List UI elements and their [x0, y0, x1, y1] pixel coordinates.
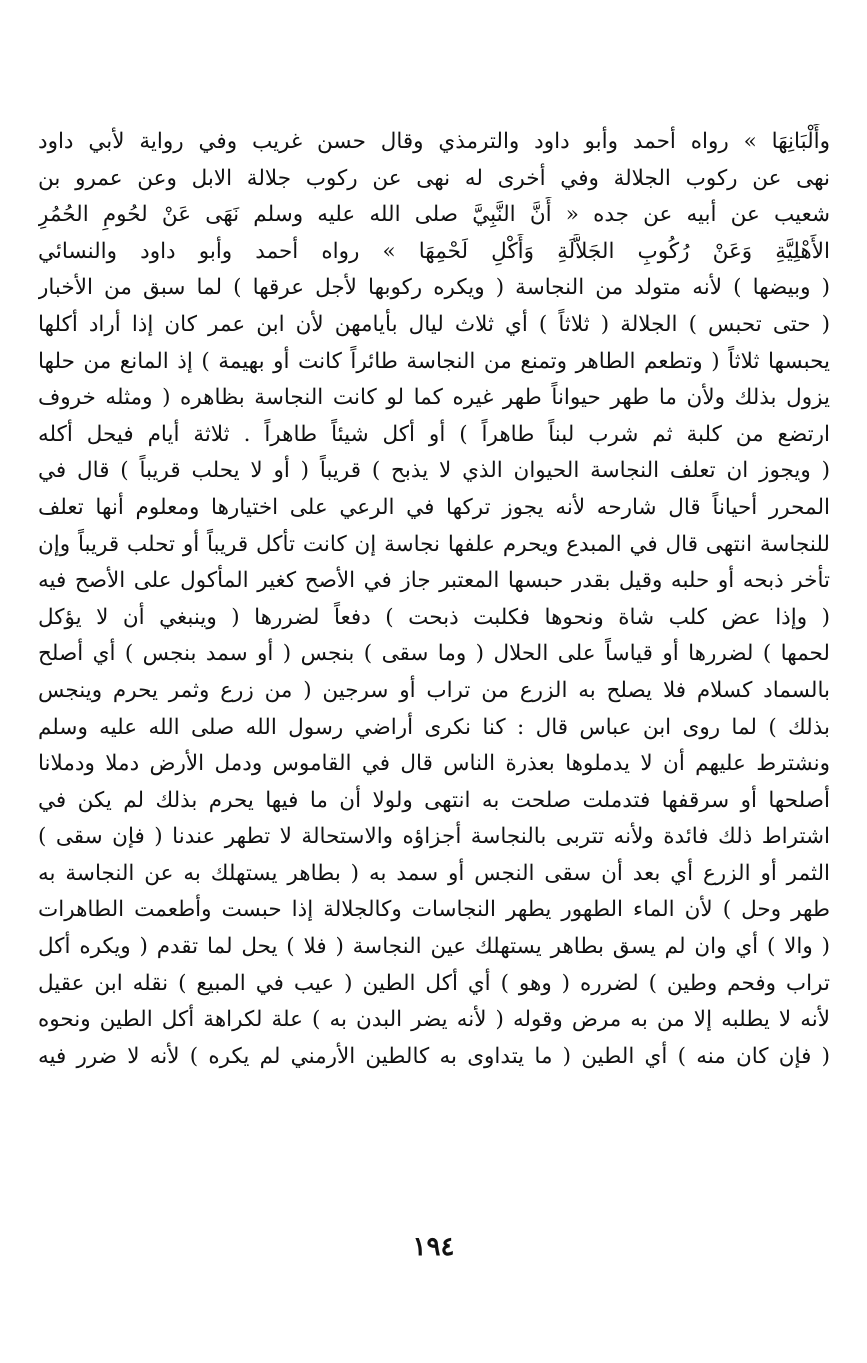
text-line: يزول بذلك ولأن ما طهر حيواناً طهر غيره كما لو كانت النجاسة بظاهره ( ومثله خروف — [38, 385, 830, 411]
text-line: لحمها ) لضررها أو قياساً على الحلال ( وما سقى ) بنجس ( أو سمد بنجس ) أي أصلح — [38, 641, 830, 667]
text-line: اشتراط ذلك فائدة ولأنه تتربى بالنجاسة أجزاؤه والاستحالة لا تطهر عندنا ( فإن سقى ) — [38, 824, 830, 850]
text-line: تأخر ذبحه أو حلبه وقيل بقدر حبسها المعتبر جاز في الأصح كغير المأكول على الأصح فيه — [38, 568, 830, 594]
text-line: ( ويجوز ان تعلف النجاسة الحيوان الذي لا يذبح ) قريباً ( أو لا يحلب قريباً ) قال في — [38, 458, 830, 484]
text-line: أصلحها أو سرقفها فتدملت صلحت به انتهى ولولا أن ما فيها يحرم بذلك لم يكن في — [38, 787, 830, 813]
text-line: ارتضع من كلبة ثم شرب لبناً طاهراً ) أو أكل شيئاً طاهراً . ثلاثة أيام فيحل أكله — [38, 421, 830, 447]
text-line: ( والا ) أي وان لم يسق بطاهر يستهلك عين النجاسة ( فلا ) يحل لما تقدم ( ويكره أكل — [38, 934, 830, 960]
text-line: للنجاسة انتهى قال في المبدع ويحرم علفها نجاسة إن كانت تأكل قريباً أو تحلب قريباً وإن — [38, 531, 830, 557]
text-line: نهى عن ركوب الجلالة وفي أخرى له نهى عن ركوب جلالة الابل وعن عمرو بن — [38, 165, 830, 191]
text-line: تراب وفحم وطين ) لضرره ( وهو ) أي أكل الطين ( عيب في المبيع ) نقله ابن عقيل — [38, 970, 830, 996]
text-line: بذلك ) لما روى ابن عباس قال : كنا نكرى أراضي رسول الله صلى الله عليه وسلم — [38, 714, 830, 740]
text-line: ( حتى تحبس ) الجلالة ( ثلاثاً ) أي ثلاث ليال بأيامهن لأن ابن عمر كان إذا أراد أكلها — [38, 311, 830, 337]
text-line: لأنه لا يطلبه إلا من به مرض وقوله ( لأنه يضر البدن به ) علة لكراهة أكل الطين ونحوه — [38, 1007, 830, 1033]
text-line: ( وبيضها ) لأنه متولد من النجاسة ( ويكره ركوبها لأجل عرقها ) لما سبق من الأخبار — [38, 275, 830, 301]
text-line: ( وإذا عض كلب شاة ونحوها فكلبت ذبحت ) دفعاً لضررها ( وينبغي أن لا يؤكل — [38, 604, 830, 630]
text-line: وأَلْبَانِهَا » رواه أحمد وأبو داود والترمذي وقال حسن غريب وفي رواية لأبي داود — [38, 129, 830, 154]
text-line: بالسماد كسلام فلا يصلح به الزرع من تراب أو سرجين ( من زرع وثمر يحرم وينجس — [38, 677, 830, 703]
body-text — [38, 124, 830, 1075]
text-line: ونشترط عليهم أن لا يدملوها بعذرة الناس قال في القاموس ودمل الأرض دملا ودملانا — [38, 751, 830, 777]
text-line: يحبسها ثلاثاً ( وتطعم الطاهر وتمنع من النجاسة طائراً كانت أو بهيمة ) إذ المانع من حلها — [38, 348, 830, 374]
page-number: ١٩٤ — [412, 1232, 455, 1262]
text-line: الثمر أو الزرع أي بعد أن سقى النجس أو سمد به ( بطاهر يستهلك به عن النجاسة به — [38, 860, 830, 886]
text-line: طهر وحل ) لأن الماء الطهور يطهر النجاسات وكالجلالة إذا حبست وأطعمت الطاهرات — [38, 897, 830, 923]
text-line: الأَهْلِيَّةِ وَعَنْ رُكُوبِ الجَلاَّلَةِ وَأَكْلِ لَحْمِهَا » رواه أحمد وأبو داود والنسائي — [38, 238, 830, 264]
text-line: ( فإن كان منه ) أي الطين ( ما يتداوى به كالطين الأرمني لم يكره ) لأنه لا ضرر فيه — [38, 1043, 830, 1069]
text-line: المحرر أحياناً قال شارحه لأنه يجوز تركها في الرعي على اختيارها ومعلوم أنها تعلف — [38, 494, 830, 520]
text-line: شعيب عن أبيه عن جده « أَنَّ النَّبِيَّ صلى الله عليه وسلم نَهَى عَنْ لحُومِ الحُمُرِ — [38, 202, 830, 228]
